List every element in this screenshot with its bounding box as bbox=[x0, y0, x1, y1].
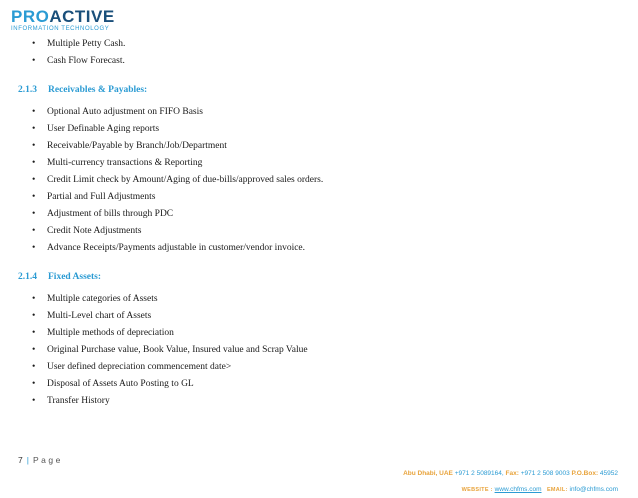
section-title: Receivables & Payables: bbox=[48, 85, 148, 95]
bullet-icon: • bbox=[32, 311, 36, 321]
bullet-icon: • bbox=[32, 209, 36, 219]
section-heading-receivables bbox=[18, 82, 618, 98]
bullet-icon: • bbox=[32, 192, 36, 202]
list-item: • Advance Receipts/Payments adjustable in customer/vendor invoice. bbox=[18, 240, 618, 257]
logo-active: ACTIVE bbox=[49, 7, 115, 26]
list-item: • Multiple methods of depreciation bbox=[18, 325, 618, 342]
section-title: Fixed Assets: bbox=[48, 272, 102, 282]
bullet-icon: • bbox=[32, 158, 36, 168]
section-number: 2.1.4 bbox=[18, 272, 37, 282]
footer-fax-label: Fax: bbox=[505, 470, 519, 477]
page-separator: | bbox=[26, 455, 29, 465]
list-item: • User defined depreciation commencement date> bbox=[18, 359, 618, 376]
page-number-value: 7 bbox=[18, 455, 23, 465]
bullet-icon: • bbox=[32, 56, 36, 66]
footer-fax: +971 2 508 9003 bbox=[520, 470, 570, 477]
list-item: • Multi-Level chart of Assets bbox=[18, 308, 618, 325]
bullet-icon: • bbox=[32, 107, 36, 117]
list-item: • Multiple categories of Assets bbox=[18, 291, 618, 308]
footer-pobox-label: P.O.Box: bbox=[571, 470, 599, 477]
bullet-icon: • bbox=[32, 243, 36, 253]
list-item: • Cash Flow Forecast. bbox=[18, 53, 618, 70]
section-heading-fixed-assets bbox=[18, 269, 618, 285]
page-number bbox=[18, 455, 63, 465]
bullet-icon: • bbox=[32, 175, 36, 185]
fixed-assets-list bbox=[18, 291, 618, 410]
footer-pobox: 45952 bbox=[599, 470, 618, 477]
list-item: • Multiple Petty Cash. bbox=[18, 36, 618, 53]
bullet-icon: • bbox=[32, 345, 36, 355]
receivables-list bbox=[18, 104, 618, 257]
logo-tagline: INFORMATION TECHNOLOGY bbox=[11, 26, 110, 32]
company-logo bbox=[11, 8, 115, 32]
bullet-icon: • bbox=[32, 294, 36, 304]
list-item: • Original Purchase value, Book Value, Insured value and Scrap Value bbox=[18, 342, 618, 359]
footer-email[interactable]: info@chfms.com bbox=[569, 486, 618, 493]
bullet-icon: • bbox=[32, 396, 36, 406]
logo-wordmark bbox=[11, 8, 115, 25]
section-number: 2.1.3 bbox=[18, 85, 37, 95]
contact-footer bbox=[403, 466, 618, 498]
footer-email-label: EMAIL: bbox=[546, 487, 568, 493]
footer-contact-line bbox=[403, 466, 618, 482]
intro-list bbox=[18, 36, 618, 70]
bullet-icon: • bbox=[32, 379, 36, 389]
list-item: • Optional Auto adjustment on FIFO Basis bbox=[18, 104, 618, 121]
list-item: • Receivable/Payable by Branch/Job/Department bbox=[18, 138, 618, 155]
bullet-icon: • bbox=[32, 141, 36, 151]
bullet-icon: • bbox=[32, 124, 36, 134]
page-word: Page bbox=[32, 455, 63, 465]
list-item: • User Definable Aging reports bbox=[18, 121, 618, 138]
bullet-icon: • bbox=[32, 39, 36, 49]
logo-pro: PRO bbox=[11, 7, 50, 26]
footer-website-label: WEBSITE : bbox=[461, 487, 493, 493]
list-item: • Multi-currency transactions & Reporting bbox=[18, 155, 618, 172]
list-item: • Transfer History bbox=[18, 393, 618, 410]
footer-phone: +971 2 5089164, bbox=[454, 470, 504, 477]
bullet-icon: • bbox=[32, 226, 36, 236]
list-item: • Partial and Full Adjustments bbox=[18, 189, 618, 206]
list-item: • Adjustment of bills through PDC bbox=[18, 206, 618, 223]
footer-web-line bbox=[403, 482, 618, 498]
list-item: • Disposal of Assets Auto Posting to GL bbox=[18, 376, 618, 393]
list-item: • Credit Limit check by Amount/Aging of due-bills/approved sales orders. bbox=[18, 172, 618, 189]
list-item: • Credit Note Adjustments bbox=[18, 223, 618, 240]
footer-website-link[interactable]: www.chfms.com bbox=[494, 486, 542, 493]
footer-city: Abu Dhabi, UAE bbox=[403, 470, 453, 477]
bullet-icon: • bbox=[32, 362, 36, 372]
bullet-icon: • bbox=[32, 328, 36, 338]
document-body bbox=[18, 36, 618, 410]
